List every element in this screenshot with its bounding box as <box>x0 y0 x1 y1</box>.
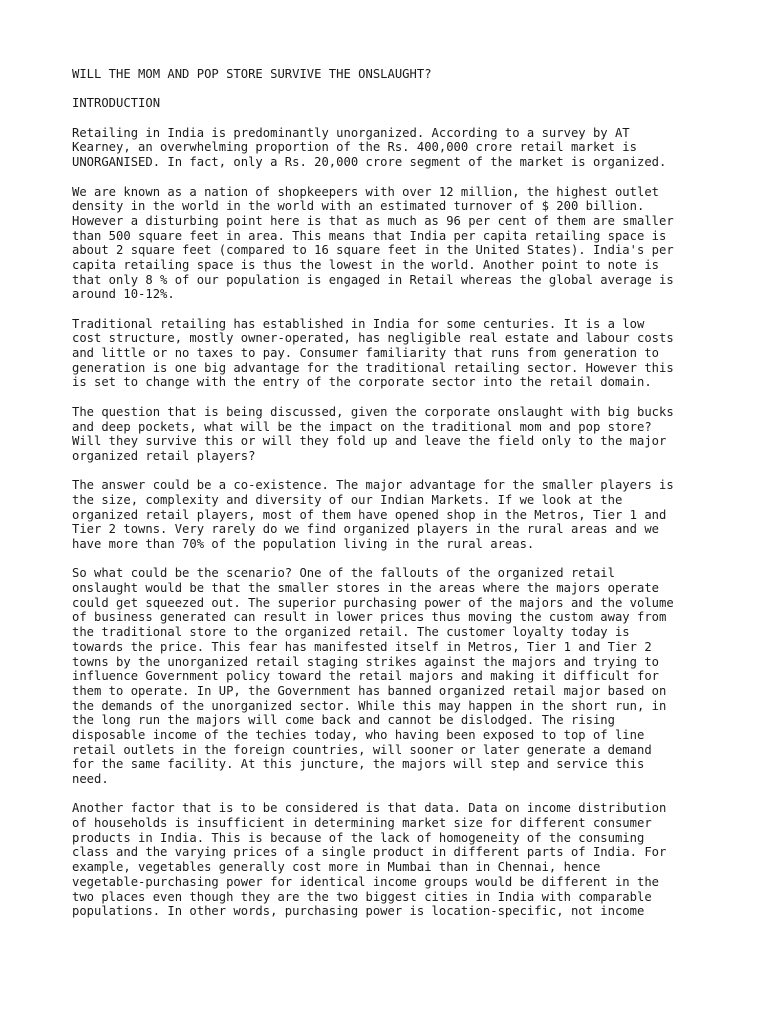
paragraph-line: The question that is being discussed, given the corporate onslaught with big bucks <box>72 404 674 419</box>
paragraph-line: around 10-12%. <box>72 287 175 302</box>
paragraph <box>72 405 712 464</box>
paragraph-line: Will they survive this or will they fold up and leave the field only to the major <box>72 434 667 449</box>
paragraph-line: them to operate. In UP, the Government has banned organized retail major based on <box>72 683 667 698</box>
paragraph-line: organized retail players, most of them have opened shop in the Metros, Tier 1 and <box>72 507 667 522</box>
paragraph-line: However a disturbing point here is that as much as 96 per cent of them are smaller <box>72 213 674 228</box>
paragraph-line: vegetable-purchasing power for identical income groups would be different in the <box>72 874 659 889</box>
paragraph-line: influence Government policy toward the retail majors and making it difficult for <box>72 669 659 684</box>
paragraph-line: and little or no taxes to pay. Consumer familiarity that runs from generation to <box>72 346 659 361</box>
paragraph-line: disposable income of the techies today, who having been exposed to top of line <box>72 727 645 742</box>
paragraph <box>72 317 712 390</box>
paragraph-line: example, vegetables generally cost more in Mumbai than in Chennai, hence <box>72 860 601 875</box>
paragraph-line: that only 8 % of our population is engaged in Retail whereas the global average is <box>72 272 674 287</box>
paragraph-line: We are known as a nation of shopkeepers with over 12 million, the highest outlet <box>72 184 659 199</box>
paragraph-line: Traditional retailing has established in India for some centuries. It is a low <box>72 316 645 331</box>
paragraph-line: for the same facility. At this juncture, the majors will step and service this <box>72 757 645 772</box>
paragraph-line: could get squeezed out. The superior purchasing power of the majors and the volume <box>72 595 674 610</box>
paragraph-list <box>72 126 712 919</box>
paragraph-line: generation is one big advantage for the traditional retailing sector. However this <box>72 360 674 375</box>
section-heading: INTRODUCTION <box>72 96 161 111</box>
paragraph-line: UNORGANISED. In fact, only a Rs. 20,000 crore segment of the market is organized. <box>72 155 667 170</box>
paragraph <box>72 126 712 170</box>
paragraph-line: populations. In other words, purchasing power is location-specific, not income <box>72 904 645 919</box>
paragraph-line: class and the varying prices of a single product in different parts of India. For <box>72 845 667 860</box>
paragraph-line: two places even though they are the two biggest cities in India with comparable <box>72 889 652 904</box>
paragraph <box>72 566 712 786</box>
paragraph-line: the long run the majors will come back and cannot be dislodged. The rising <box>72 713 615 728</box>
paragraph-line: need. <box>72 772 109 786</box>
paragraph <box>72 478 712 551</box>
paragraph-line: Kearney, an overwhelming proportion of the Rs. 400,000 crore retail market is <box>72 140 637 155</box>
paragraph <box>72 185 712 303</box>
paragraph-line: towns by the unorganized retail staging strikes against the majors and trying to <box>72 654 659 669</box>
paragraph-line: and deep pockets, what will be the impact on the traditional mom and pop store? <box>72 419 652 434</box>
paragraph-line: the size, complexity and diversity of our Indian Markets. If we look at the <box>72 492 623 507</box>
paragraph <box>72 801 712 919</box>
paragraph-line: retail outlets in the foreign countries, will sooner or later generate a demand <box>72 742 652 757</box>
paragraph-line: Tier 2 towns. Very rarely do we find organized players in the rural areas and we <box>72 522 659 537</box>
paragraph-line: organized retail players? <box>72 448 256 463</box>
paragraph-line: onslaught would be that the smaller stores in the areas where the majors operate <box>72 581 659 596</box>
paragraph-line: So what could be the scenario? One of the fallouts of the organized retail <box>72 566 615 581</box>
paragraph-line: Retailing in India is predominantly unorganized. According to a survey by AT <box>72 125 630 140</box>
paragraph-line: products in India. This is because of the lack of homogeneity of the consuming <box>72 830 645 845</box>
paragraph-line: is set to change with the entry of the corporate sector into the retail domain. <box>72 375 652 390</box>
document-body <box>72 67 712 934</box>
paragraph-line: the traditional store to the organized retail. The customer loyalty today is <box>72 625 630 640</box>
paragraph-line: cost structure, mostly owner-operated, has negligible real estate and labour costs <box>72 331 674 346</box>
paragraph-line: density in the world in the world with an estimated turnover of $ 200 billion. <box>72 199 645 214</box>
paragraph-line: Another factor that is to be considered is that data. Data on income distribution <box>72 801 667 816</box>
paragraph-line: of households is insufficient in determining market size for different consumer <box>72 816 652 831</box>
paragraph-line: the demands of the unorganized sector. While this may happen in the short run, in <box>72 698 667 713</box>
paragraph-line: The answer could be a co-existence. The major advantage for the smaller players is <box>72 478 674 493</box>
paragraph-line: towards the price. This fear has manifested itself in Metros, Tier 1 and Tier 2 <box>72 639 652 654</box>
document-title: WILL THE MOM AND POP STORE SURVIVE THE ONSLAUGHT? <box>72 67 432 81</box>
paragraph-line: about 2 square feet (compared to 16 square feet in the United States). India's per <box>72 243 674 258</box>
paragraph-line: of business generated can result in lower prices thus moving the custom away from <box>72 610 667 625</box>
paragraph-line: have more than 70% of the population living in the rural areas. <box>72 537 535 551</box>
paragraph-line: than 500 square feet in area. This means that India per capita retailing space is <box>72 228 667 243</box>
paragraph-line: capita retailing space is thus the lowest in the world. Another point to note is <box>72 257 659 272</box>
